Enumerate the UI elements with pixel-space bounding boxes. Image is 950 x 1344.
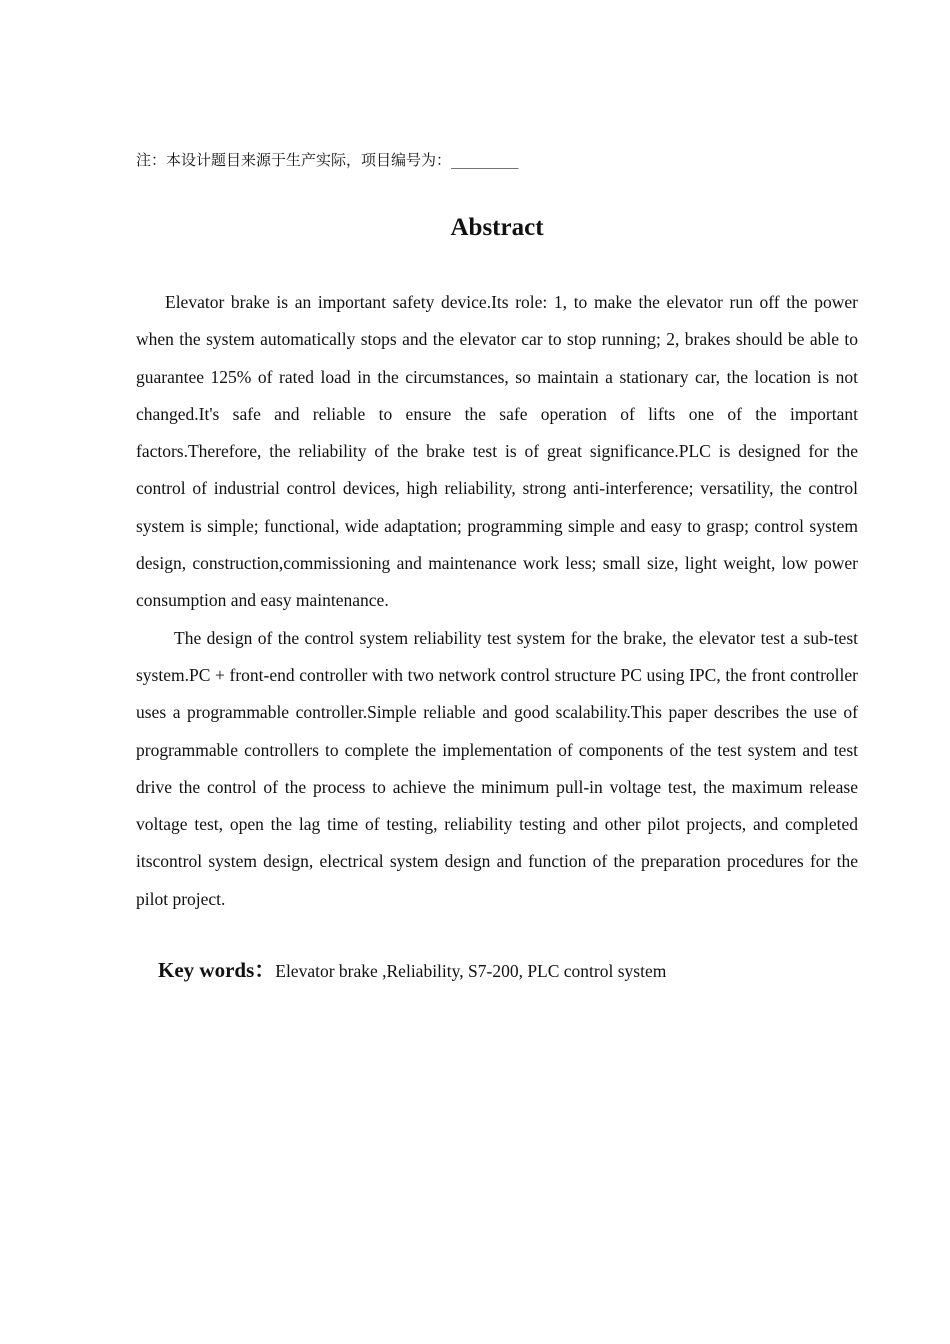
project-source-note xyxy=(136,150,856,170)
abstract-paragraph-1: Elevator brake is an important safety device.Its role: 1, to make the elevator run off the power when the system automatically stops and the elevator car to stop running; 2, brakes should be able to guarantee 125% of rated load in the circumstances, so maintain a stationary car, the location is not changed.It's safe and reliable to ensure the safe operation of lifts one of the important factors.Therefore, the reliability of the brake test is of great significance.PLC is designed for the control of industrial control devices, high reliability, strong anti-interference; versatility, the control system is simple; functional, wide adaptation; programming simple and easy to grasp; control system design, construction,commissioning and maintenance work less; small size, light weight, low power consumption and easy maintenance. xyxy=(136,292,858,611)
keywords-label: Key words： xyxy=(158,958,276,982)
abstract-paragraph-2: The design of the control system reliability test system for the brake, the elevator test a sub-test system.PC + front-end controller with two network control structure PC using IPC, the front controller uses a programmable controller.Simple reliable and good scalability.This paper describes the use of programmable controllers to complete the implementation of components of the test system and test drive the control of the process to achieve the minimum pull-in voltage test, the maximum release voltage test, open the lag time of testing, reliability testing and other pilot projects, and completed itscontrol system design, electrical system design and function of the preparation procedures for the pilot project. xyxy=(136,627,858,909)
keywords-value: Elevator brake ,Reliability, S7-200, PLC control system xyxy=(275,961,667,981)
abstract-body xyxy=(136,284,858,918)
keywords-line xyxy=(158,952,858,991)
project-number-blank: _________ xyxy=(451,151,519,169)
note-text: 注：本设计题目来源于生产实际，项目编号为： xyxy=(136,151,452,169)
abstract-title: Abstract xyxy=(450,214,544,241)
